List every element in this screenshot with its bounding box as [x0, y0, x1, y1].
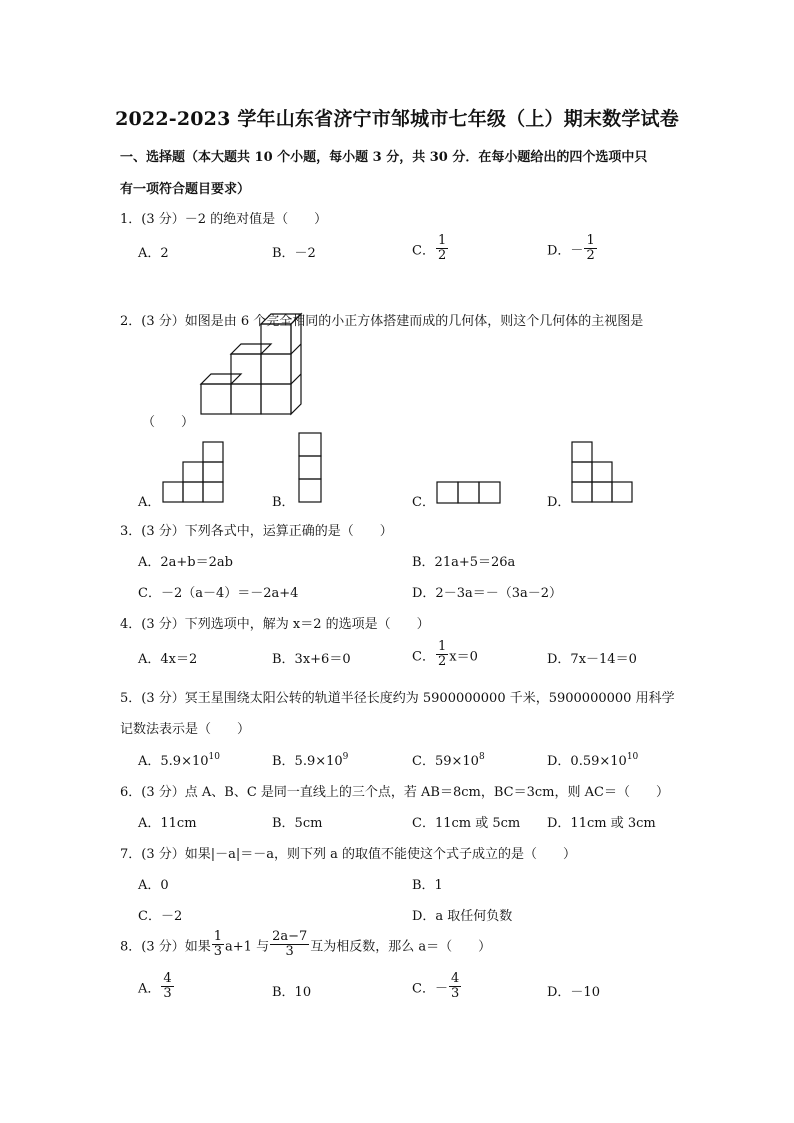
q7-option-d: D．a 取任何负数	[412, 909, 513, 924]
q8-a-den: 3	[163, 986, 172, 1002]
q5-option-b	[272, 750, 348, 769]
q8-option-c	[412, 972, 462, 1002]
q8-stem-prefix: 8．(3 分）如果	[120, 939, 211, 955]
q5-option-a	[138, 750, 220, 769]
q6-option-b: B．5cm	[272, 816, 323, 831]
d-sq-1	[572, 442, 592, 462]
section-header-line1: 一、选择题（本大题共 10 个小题，每小题 3 分，共 30 分．在每小题给出的四个选项中只	[120, 150, 648, 165]
q4-option-c-fraction	[436, 640, 448, 670]
q5-stem-line1: 5．(3 分）冥王星围绕太阳公转的轨道半径长度约为 5900000000 千米，5900000000 用科学	[120, 691, 675, 706]
d-sq-4	[572, 482, 592, 502]
q2-option-a: A．	[138, 495, 161, 510]
cube-right-edge-2	[291, 374, 301, 384]
q8-option-d: D．－10	[547, 985, 600, 1000]
q5-b-base: B．5.9×10	[272, 754, 343, 769]
q1-option-d-label: D．－	[547, 243, 584, 259]
cube-right-side	[291, 314, 301, 414]
q5-c-base: C．59×10	[412, 754, 479, 769]
a-sq-6	[203, 442, 223, 462]
q1-d-num: 1	[586, 233, 595, 248]
q5-stem-line2: 记数法表示是（ ）	[120, 722, 251, 737]
cube-front-5	[261, 354, 291, 384]
q5-d-base: D．0.59×10	[547, 754, 627, 769]
q8-option-a-label: A．	[138, 981, 161, 997]
q4-option-c-suffix: x＝0	[449, 649, 478, 665]
d-sq-6	[612, 482, 632, 502]
q1-option-d	[547, 234, 598, 264]
q8-f2-den: 3	[285, 944, 294, 960]
q5-b-exp: 9	[342, 752, 349, 762]
q1-option-c-fraction	[436, 234, 448, 264]
q5-a-exp: 10	[208, 752, 220, 762]
q7-option-b: B．1	[412, 878, 443, 893]
q2-stem: 2．(3 分）如图是由 6 个完全相同的小正方体搭建而成的几何体，则这个几何体的主视图是	[120, 314, 644, 329]
q4-c-den: 2	[437, 654, 447, 670]
q2-option-c: C．	[412, 495, 435, 510]
q4-option-a: A．4x＝2	[138, 652, 198, 667]
cube-top-3	[261, 314, 301, 324]
d-sq-3	[592, 462, 612, 482]
q2-option-d-figure	[571, 441, 635, 503]
q7-option-c: C．－2	[138, 909, 183, 924]
q8-f2-num: 2a−7	[272, 929, 308, 944]
q3-option-c: C．－2（a－4）＝－2a+4	[138, 586, 299, 601]
q1-stem: 1．(3 分）－2 的绝对值是（ ）	[120, 212, 328, 227]
q6-stem: 6．(3 分）点 A、B、C 是同一直线上的三个点，若 AB＝8cm，BC＝3cm，则 AC＝（ ）	[120, 785, 669, 800]
cube-top-1	[201, 374, 241, 384]
q6-option-d: D．11cm 或 3cm	[547, 816, 656, 831]
cube-front-2	[231, 384, 261, 414]
q4-stem: 4．(3 分）下列选项中，解为 x＝2 的选项是（ ）	[120, 617, 430, 632]
q2-option-b-figure	[298, 432, 322, 504]
q7-option-a: A．0	[138, 878, 169, 893]
q1-c-den: 2	[437, 248, 447, 264]
q2-answer-paren: （ ）	[142, 415, 195, 430]
q8-c-num: 4	[450, 971, 460, 986]
q8-stem	[120, 930, 491, 960]
d-sq-5	[592, 482, 612, 502]
q8-stem-mid: a+1 与	[225, 939, 270, 955]
section-header-line2: 有一项符合题目要求）	[120, 182, 251, 197]
cube-right-edge-1	[291, 344, 301, 354]
q1-option-c	[412, 234, 449, 264]
q1-d-den: 2	[586, 248, 595, 264]
q6-option-c: C．11cm 或 5cm	[412, 816, 521, 831]
q8-f1-num: 1	[213, 929, 223, 944]
q8-fraction-1	[212, 930, 224, 960]
q4-option-c-label: C．	[412, 649, 435, 665]
c-sq-1	[437, 482, 458, 503]
q3-option-a: A．2a+b＝2ab	[138, 555, 233, 570]
q2-option-d: D．	[547, 495, 571, 510]
q1-option-b: B．－2	[272, 246, 316, 261]
a-sq-5	[203, 462, 223, 482]
q8-option-c-label: C．－	[412, 981, 448, 997]
page-title: 2022-2023 学年山东省济宁市邹城市七年级（上）期末数学试卷	[115, 108, 679, 130]
q2-solid-figure	[196, 308, 308, 418]
q8-fraction-2	[270, 930, 309, 960]
q3-stem: 3．(3 分）下列各式中，运算正确的是（ ）	[120, 524, 393, 539]
q4-option-d: D．7x－14＝0	[547, 652, 637, 667]
q8-f1-den: 3	[213, 944, 223, 960]
q4-option-c	[412, 640, 478, 670]
q5-option-c	[412, 750, 485, 769]
q8-c-den: 3	[450, 986, 460, 1002]
cube-front-1	[201, 384, 231, 414]
b-sq-2	[299, 456, 321, 479]
c-sq-3	[479, 482, 500, 503]
q8-option-a-fraction	[161, 972, 173, 1002]
c-sq-2	[458, 482, 479, 503]
q3-option-d: D．2－3a＝－（3a－2）	[412, 586, 563, 601]
a-sq-1	[163, 482, 183, 502]
q7-stem: 7．(3 分）如果|－a|＝－a，则下列 a 的取值不能使这个式子成立的是（ ）	[120, 847, 577, 862]
q5-c-exp: 8	[478, 752, 485, 762]
q1-option-c-label: C．	[412, 243, 435, 259]
a-sq-4	[183, 462, 203, 482]
q5-a-base: A．5.9×10	[138, 754, 209, 769]
q1-c-num: 1	[437, 233, 447, 248]
q8-option-c-fraction	[449, 972, 461, 1002]
b-sq-1	[299, 433, 321, 456]
a-sq-2	[183, 482, 203, 502]
q8-stem-suffix: 互为相反数，那么 a＝（ ）	[310, 939, 492, 955]
q1-option-d-fraction	[584, 234, 596, 264]
q8-option-b: B．10	[272, 985, 312, 1000]
cube-front-3	[261, 384, 291, 414]
q2-option-c-figure	[436, 481, 502, 505]
q3-option-b: B．21a+5＝26a	[412, 555, 516, 570]
q4-c-num: 1	[437, 639, 447, 654]
q5-d-exp: 10	[626, 752, 639, 762]
q5-option-d	[547, 750, 638, 769]
q1-option-a: A．2	[138, 246, 169, 261]
q4-option-b: B．3x+6＝0	[272, 652, 351, 667]
q8-option-a	[138, 972, 175, 1002]
q2-option-a-figure	[162, 441, 224, 503]
q2-option-b: B．	[272, 495, 295, 510]
b-sq-3	[299, 479, 321, 502]
a-sq-3	[203, 482, 223, 502]
d-sq-2	[572, 462, 592, 482]
q8-a-num: 4	[163, 971, 172, 986]
q6-option-a: A．11cm	[138, 816, 197, 831]
cube-top-2	[231, 344, 271, 354]
